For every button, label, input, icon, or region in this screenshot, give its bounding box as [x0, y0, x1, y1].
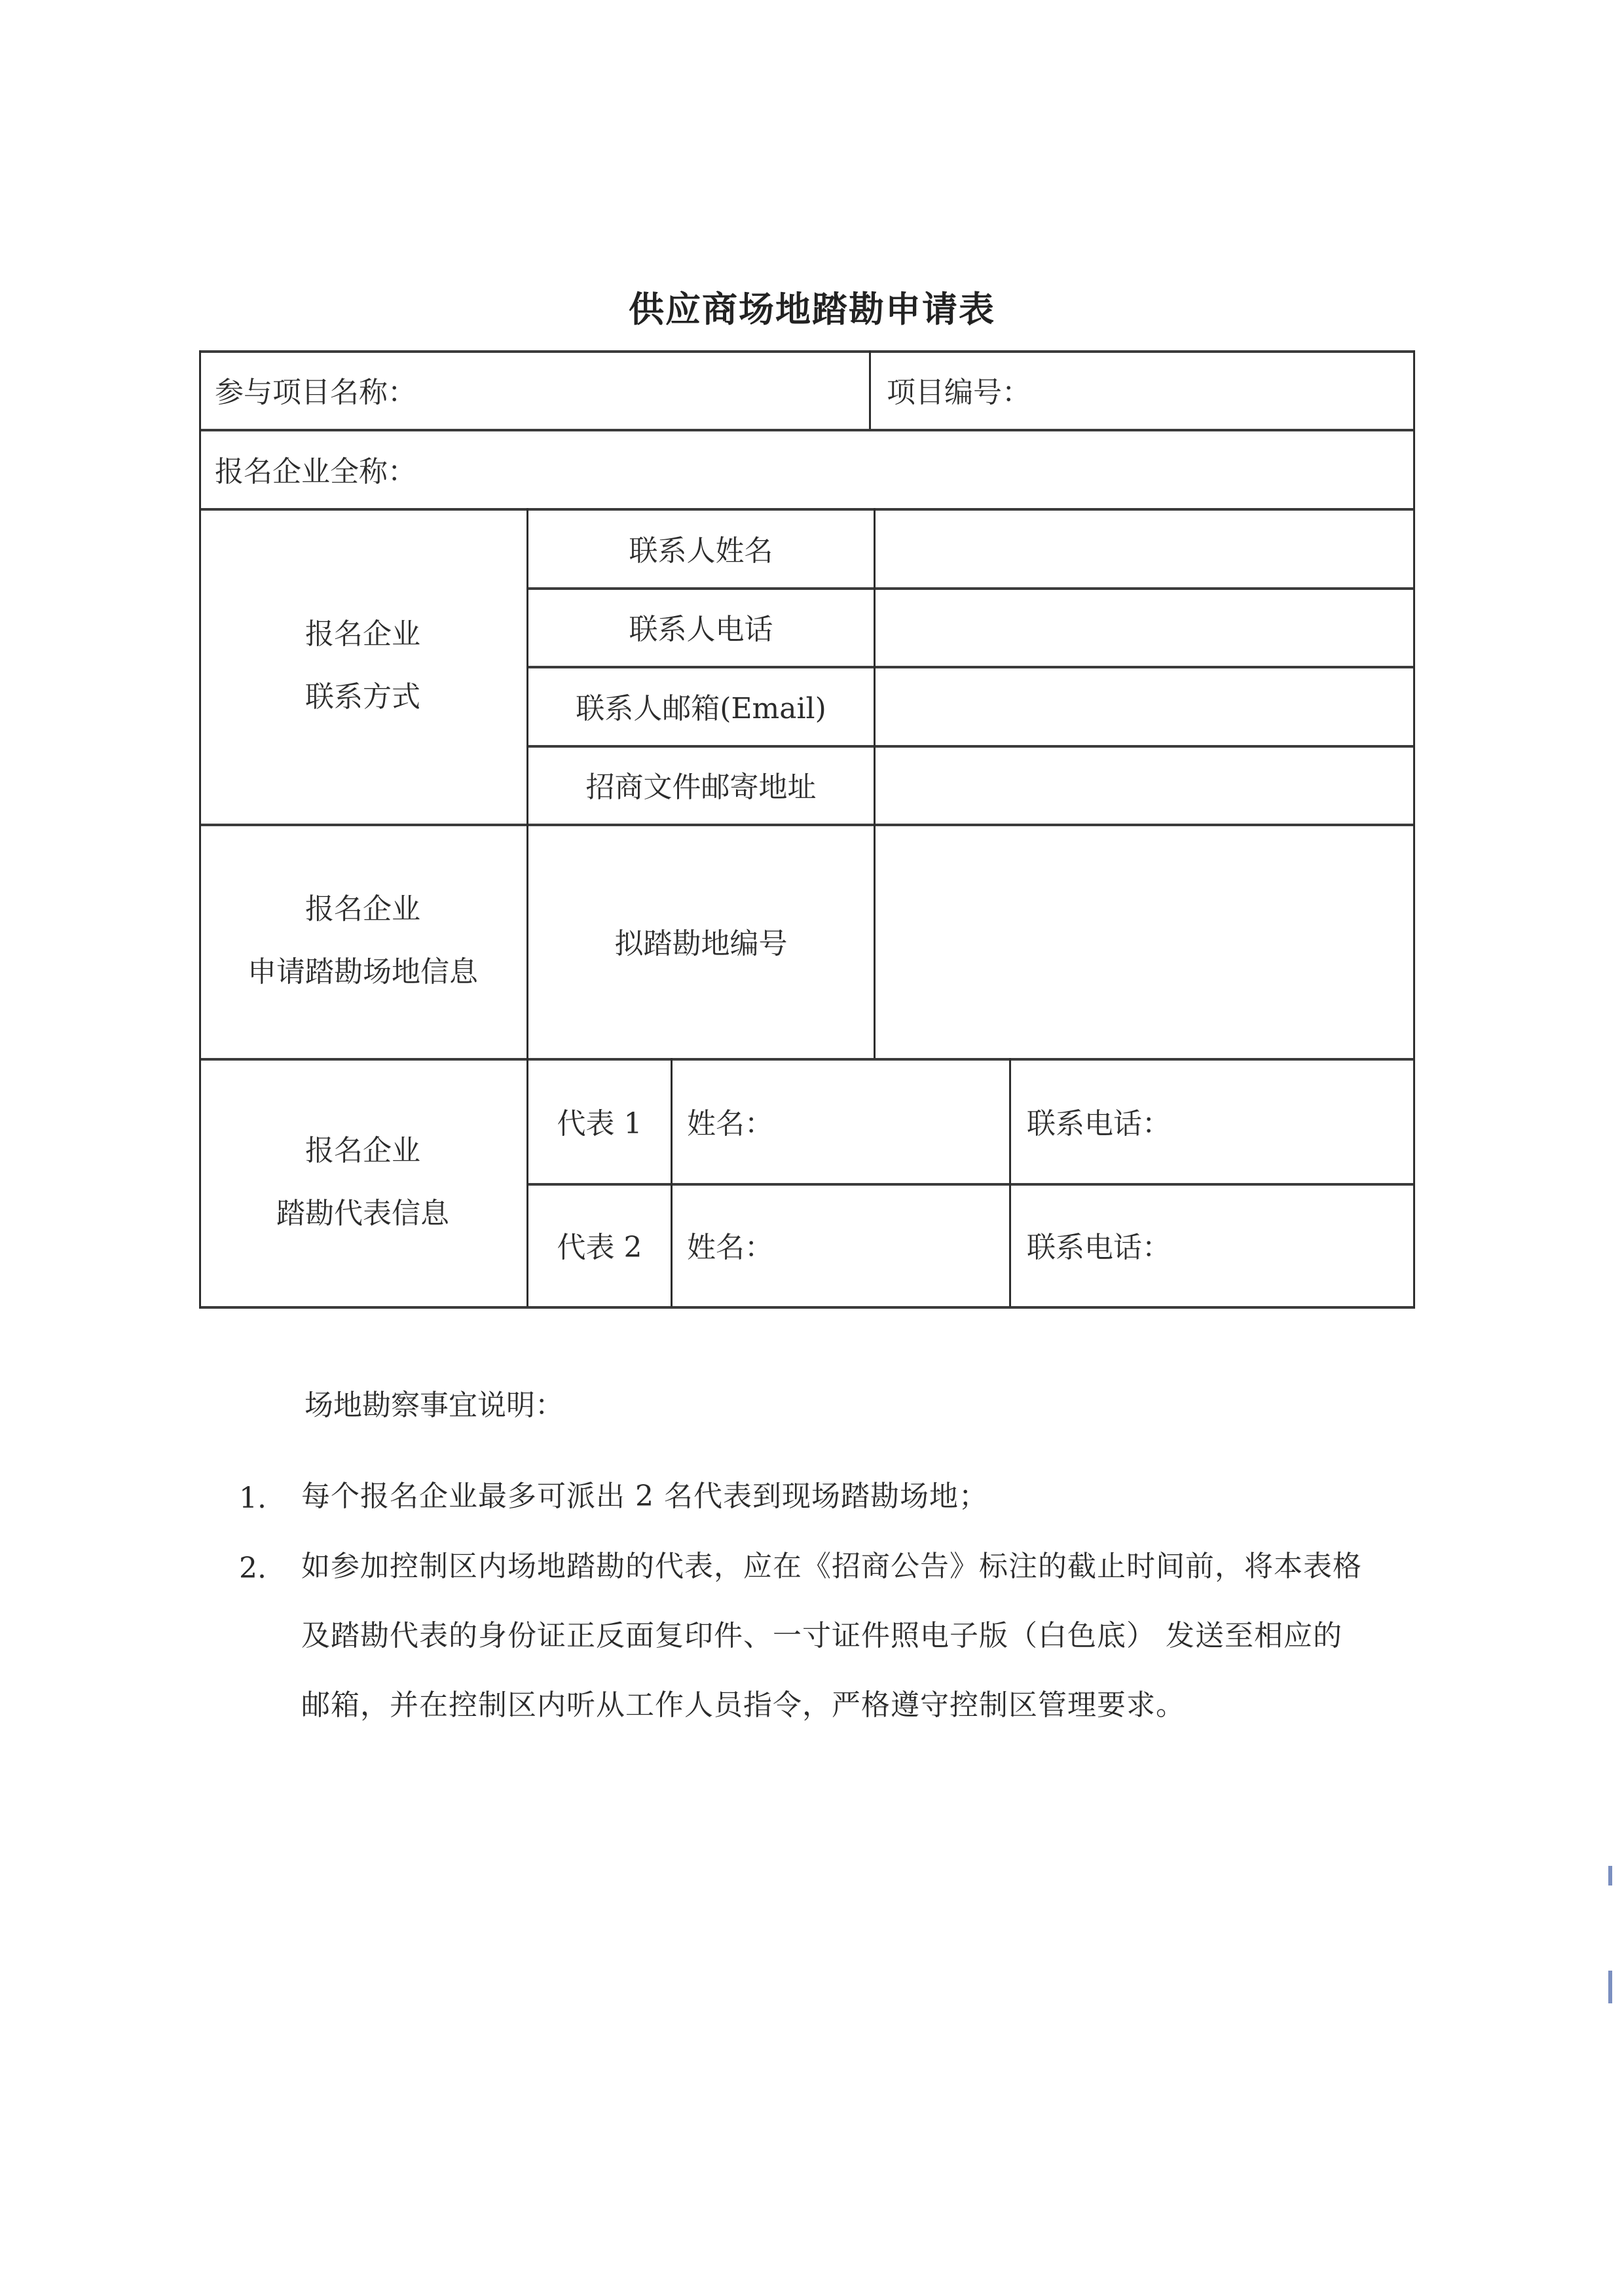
mailing-address-input[interactable] — [876, 745, 1413, 824]
contact-email-label-cell — [528, 666, 874, 745]
project-name-label: 参与项目名称： — [215, 376, 416, 409]
note-text: 每个报名企业最多可派出 2 名代表到现场踏勘场地； — [301, 1480, 988, 1513]
rep-2-name-field[interactable] — [673, 1183, 1009, 1306]
company-name-field[interactable] — [199, 429, 1413, 508]
site-number-input[interactable] — [876, 824, 1413, 1058]
project-number-field[interactable] — [871, 350, 1413, 429]
rep-2-label-cell — [528, 1183, 671, 1306]
contact-email-label: 联系人邮箱(Email) — [576, 691, 826, 725]
contact-group-line-2: 联系方式 — [305, 680, 420, 714]
site-number-label: 拟踏勘地编号 — [614, 927, 788, 960]
project-name-field[interactable] — [199, 350, 869, 429]
rep-1-name-label: 姓名： — [687, 1106, 773, 1140]
rep-2-name-label: 姓名： — [687, 1231, 773, 1264]
mailing-address-label: 招商文件邮寄地址 — [585, 771, 817, 804]
contact-phone-label-cell — [528, 587, 874, 666]
mailing-address-label-cell — [528, 745, 874, 824]
rep-group-line-1: 报名企业 — [305, 1133, 420, 1167]
rep-1-phone-field[interactable] — [1011, 1058, 1413, 1183]
site-group-line-1: 报名企业 — [305, 892, 420, 926]
form-title: 供应商场地踏勘申请表 — [629, 288, 995, 330]
rep-1-label-cell — [528, 1058, 671, 1183]
contact-group-line-1: 报名企业 — [305, 617, 420, 651]
notes-heading: 场地勘察事宜说明： — [304, 1389, 564, 1422]
site-group-line-2: 申请踏勘场地信息 — [248, 955, 478, 989]
table-border-bottom — [199, 1306, 1415, 1309]
site-group-label — [199, 824, 526, 1058]
note-number: 2. — [239, 1552, 267, 1585]
rep-2-phone-field[interactable] — [1011, 1183, 1413, 1306]
rep-1-label: 代表 1 — [557, 1106, 642, 1140]
site-number-label-cell — [528, 824, 874, 1058]
note-number: 1. — [239, 1482, 267, 1515]
contact-phone-input[interactable] — [876, 587, 1413, 666]
contact-phone-label: 联系人电话 — [629, 613, 773, 646]
rep-2-phone-label: 联系电话： — [1027, 1231, 1171, 1264]
table-border-right — [1413, 350, 1415, 1308]
contact-name-label: 联系人姓名 — [629, 534, 773, 568]
rep-1-name-field[interactable] — [673, 1058, 1009, 1183]
company-name-label: 报名企业全称： — [215, 454, 416, 488]
scan-edge-mark — [1608, 1866, 1612, 1886]
contact-name-input[interactable] — [876, 508, 1413, 587]
contact-email-input[interactable] — [876, 666, 1413, 745]
note-text: 如参加控制区内场地踏勘的代表，应在《招商公告》标注的截止时间前，将本表格及踏勘代表的身份证正反面复印件、一寸证件照电子版（白色底） 发送至相应的邮箱，并在控制区内听从工作人员指令，严格遵守控制区管理要求。 — [301, 1550, 1362, 1722]
rep-group-line-2: 踏勘代表信息 — [276, 1196, 449, 1230]
rep-1-phone-label: 联系电话： — [1027, 1106, 1171, 1140]
rep-2-label: 代表 2 — [557, 1231, 642, 1264]
contact-name-label-cell — [528, 508, 874, 587]
application-table — [199, 350, 1415, 1308]
scan-edge-mark — [1608, 1971, 1612, 2003]
project-number-label: 项目编号： — [887, 376, 1031, 409]
contact-group-label — [199, 508, 526, 824]
rep-group-label — [199, 1058, 526, 1306]
